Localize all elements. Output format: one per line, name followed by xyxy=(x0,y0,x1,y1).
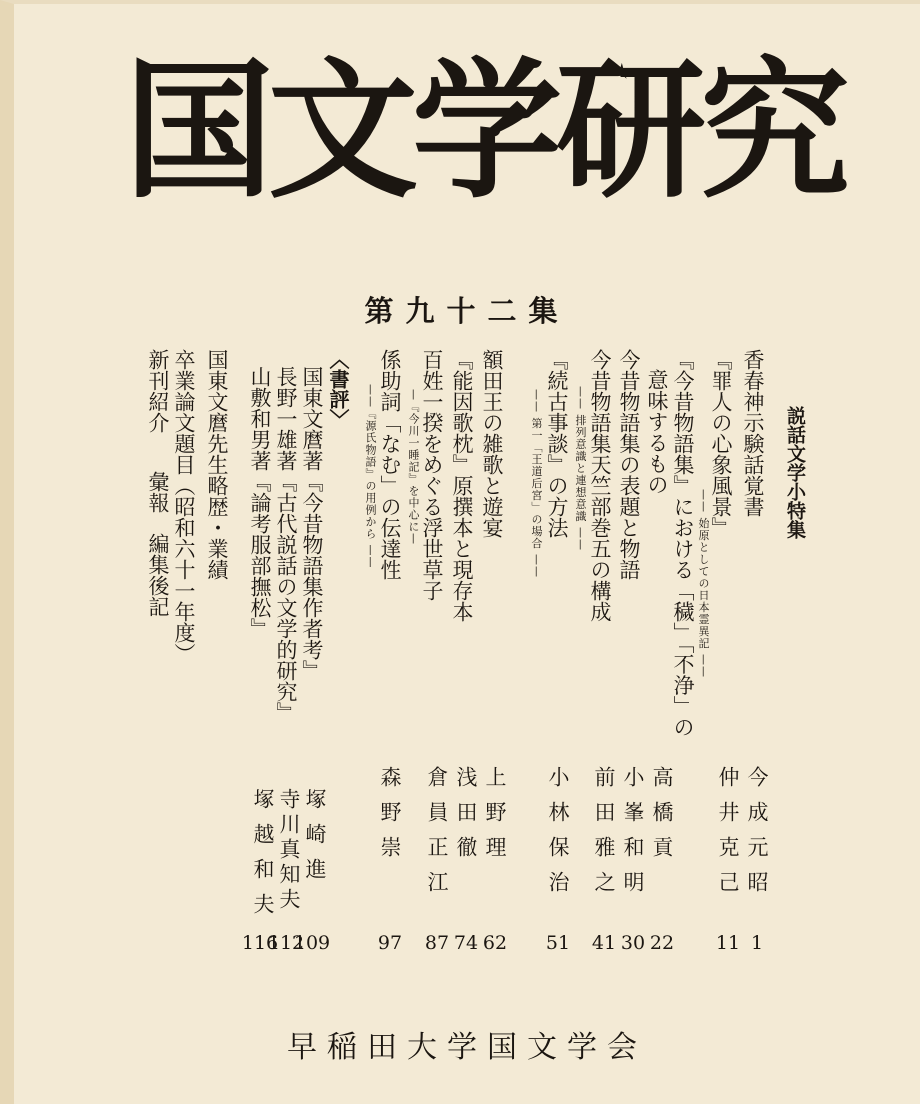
entry-title: 今昔物語集天竺部巻五の構成 xyxy=(588,349,612,622)
entry-page: 1 xyxy=(750,932,764,954)
entry-subtitle: —『今川一睡記』を中心に— xyxy=(407,389,420,545)
entry-page: 74 xyxy=(453,932,479,954)
review-page: 109 xyxy=(293,932,331,954)
misc-item: 国東文麿先生略歴・業績 xyxy=(205,349,229,580)
entry-author: 仲井克己 xyxy=(716,766,740,906)
entry-page: 41 xyxy=(591,932,617,954)
entry-subtitle: —— 第一「王道后宮」の場合 —— xyxy=(530,389,543,578)
entry-title: 係助詞「なむ」の伝達性 xyxy=(378,349,402,580)
review-author: 塚崎進 xyxy=(303,788,327,893)
entry-page: 62 xyxy=(482,932,508,954)
new-books: 新刊紹介 xyxy=(146,349,170,433)
review-title: 国東文麿著『今昔物語集作者考』 xyxy=(300,366,324,681)
entry-page: 30 xyxy=(620,932,646,954)
review-title: 山敷和男著『論考服部撫松』 xyxy=(248,366,272,639)
entry-subtitle: ——『源氏物語』の用例から —— xyxy=(364,384,377,569)
entry-author: 上野理 xyxy=(483,766,507,871)
publisher: 早稲田大学国文学会 xyxy=(287,1030,647,1065)
entry-subtitle: —— 始原としての日本霊異記 —— xyxy=(697,489,710,678)
entry-author: 今成元昭 xyxy=(745,766,769,906)
entry-subtitle: —— 排列意識と連想意識 —— xyxy=(574,386,587,551)
review-author: 寺川真知夫 xyxy=(277,788,301,913)
entry-title: 今昔物語集の表題と物語 xyxy=(617,349,641,580)
entry-author: 前田雅之 xyxy=(592,766,616,906)
review-title: 長野一雄著『古代説話の文学的研究』 xyxy=(274,366,298,723)
entry-title: 『続古事談』の方法 xyxy=(545,349,569,538)
editor-note: 編集後記 xyxy=(146,533,170,617)
review-page: 112 xyxy=(267,932,305,954)
feature-heading: 説話文学小特集 xyxy=(784,406,806,539)
entry-title: 『能因歌枕』原撰本と現存本 xyxy=(450,349,474,622)
entry-page: 11 xyxy=(715,932,741,954)
issue-number: 第九十二集 xyxy=(364,294,570,328)
entry-title: 百姓一揆をめぐる浮世草子 xyxy=(420,349,444,601)
journal-title: 国文学研究 xyxy=(124,43,845,219)
misc-item xyxy=(147,349,168,617)
review-heading: 〈書評〉 xyxy=(326,349,350,429)
entry-page: 87 xyxy=(424,932,450,954)
entry-author: 森野崇 xyxy=(378,766,402,871)
entry-title: 意味するもの xyxy=(645,369,669,495)
review-page: 116 xyxy=(241,932,279,954)
news: 彙報 xyxy=(146,471,170,513)
entry-page: 22 xyxy=(649,932,675,954)
entry-author: 高橋貢 xyxy=(650,766,674,871)
entry-author: 倉員正江 xyxy=(425,766,449,906)
entry-title: 額田王の雑歌と遊宴 xyxy=(480,349,504,538)
entry-author: 小林保治 xyxy=(546,766,570,906)
entry-title: 『今昔物語集』における「穢」「不浄」の xyxy=(671,349,695,738)
entry-author: 小峯和明 xyxy=(621,766,645,906)
entry-title: 『罪人の心象風景』 xyxy=(709,349,733,538)
entry-page: 97 xyxy=(377,932,403,954)
entry-author: 浅田徹 xyxy=(454,766,478,871)
entry-page: 51 xyxy=(545,932,571,954)
review-author: 塚越和夫 xyxy=(251,788,275,928)
entry-title: 香春神示験話覚書 xyxy=(741,349,765,517)
misc-item: 卒業論文題目（昭和六十一年度） xyxy=(172,349,196,664)
